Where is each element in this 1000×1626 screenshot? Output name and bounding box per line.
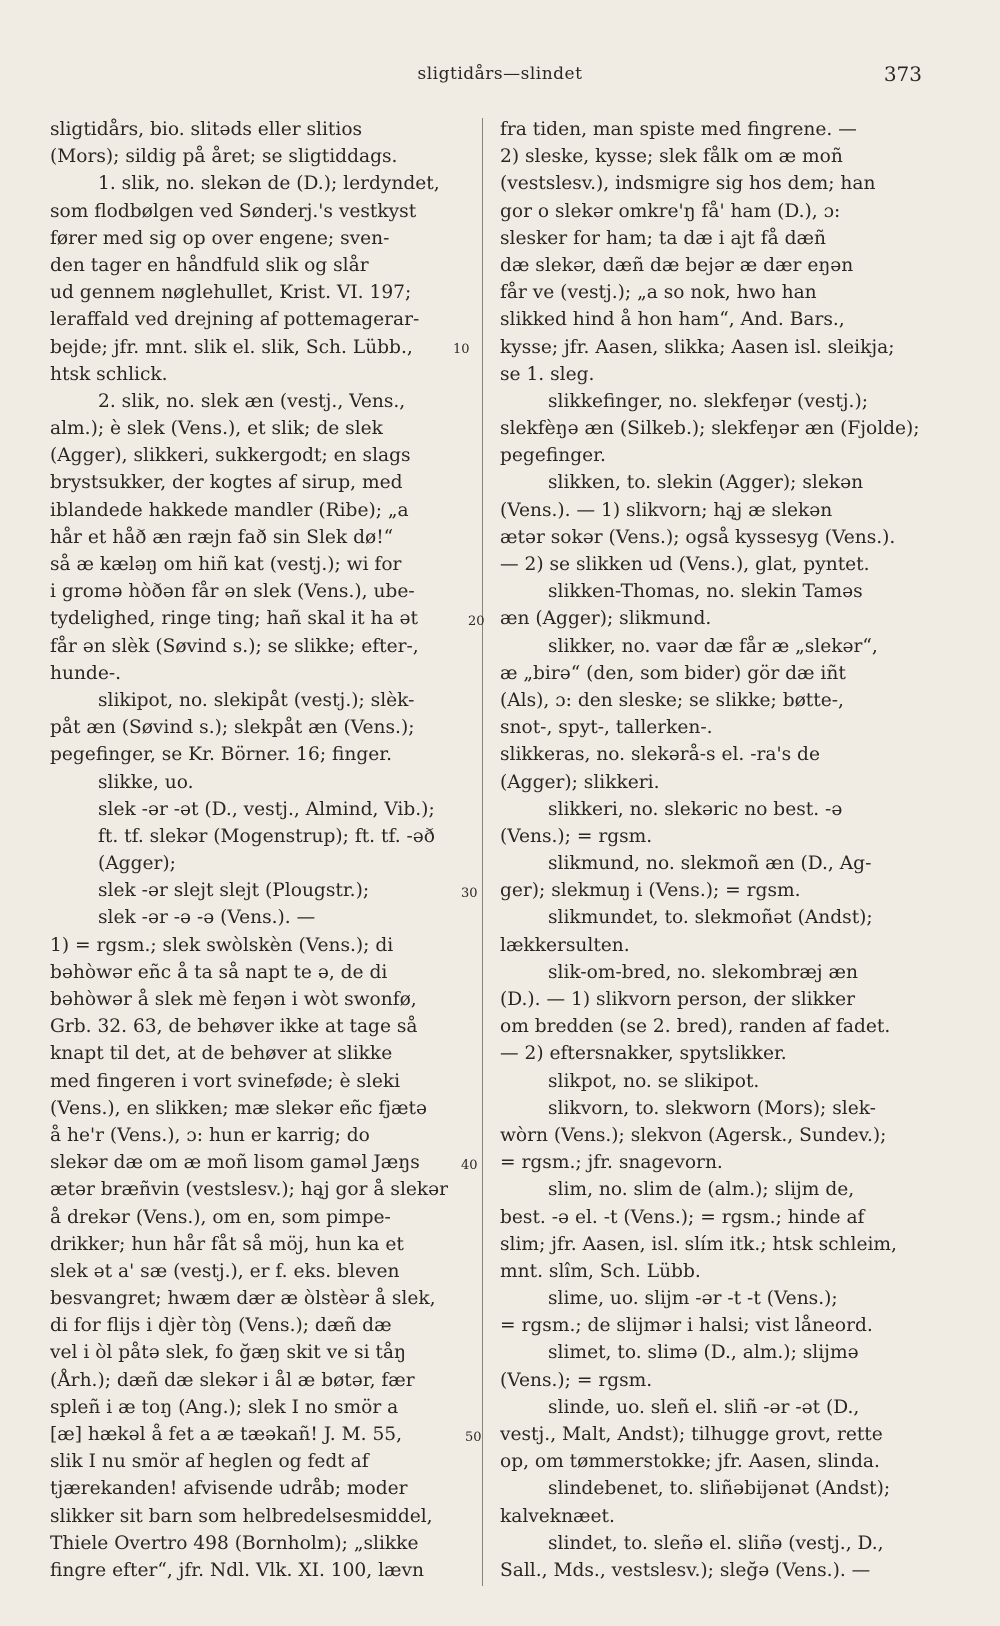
text-line: (Agger); [98, 853, 176, 875]
text-line: ætər bræñvin (vestslesv.); hąj gor å slekər [50, 1179, 449, 1201]
text-line: (Vens.); = rgsm. [500, 1369, 653, 1391]
text-line: slek -ər -ə -ə (Vens.). — [98, 907, 316, 929]
page-number: 373 [883, 62, 922, 86]
text-line: vel i òl påtə slek, fo ğæŋ skit ve si tåŋ [50, 1342, 406, 1364]
text-line: dæ slekər, dæñ dæ bejər æ dær eŋən [500, 254, 854, 276]
text-line: gor o slekər omkre'ŋ få' ham (D.), ɔ: [500, 200, 841, 222]
text-line: ud gennem nøglehullet, Krist. VI. 197; [50, 282, 412, 304]
text-line: hunde-. [50, 662, 122, 684]
text-line: slikke, uo. [98, 771, 194, 793]
text-line: brystsukker, der kogtes af sirup, med [50, 472, 403, 494]
text-line: (Mors); sildig på året; se sligtiddags. [50, 146, 398, 168]
text-line: æn (Agger); slikmund. [500, 608, 712, 630]
text-line: så æ kæləŋ om hiñ kat (vestj.); wi for [50, 554, 402, 575]
text-line: tydelighed, ringe ting; hañ skal it ha ət [50, 608, 418, 630]
text-line: slikkefinger, no. slekfeŋər (vestj.); [548, 390, 868, 412]
text-line: (D.). — 1) slikvorn person, der slikker [500, 989, 856, 1010]
text-line: op, om tømmerstokke; jfr. Aasen, slinda. [500, 1451, 880, 1473]
text-line: slime, uo. slijm -ər -t -t (Vens.); [548, 1288, 838, 1310]
text-line: fører med sig op over engene; sven- [50, 227, 390, 249]
text-line: pegefinger, se Kr. Börner. 16; finger. [50, 744, 393, 766]
text-line: slimet, to. slimə (D., alm.); slijmə [548, 1342, 859, 1364]
text-line: æ „birə“ (den, som bider) gör dæ iñt [500, 662, 846, 684]
text-line: (Als), ɔ: den sleske; se slikke; bøtte-, [500, 689, 844, 711]
text-line: slekər dæ om æ moñ lisom gaməl Jæŋs [50, 1152, 420, 1174]
text-line: slekfèŋə æn (Silkeb.); slekfeŋər æn (Fjolde); [500, 418, 920, 440]
left-column [50, 116, 470, 1584]
text-line: tjærekanden! afvisende udråb; moder [50, 1478, 408, 1500]
text-line: [æ] hækəl å fet a æ tæəkañ! J. M. 55, [50, 1424, 403, 1445]
text-line: den tager en håndfuld slik og slår [50, 254, 369, 276]
text-line: slikkeri, no. slekəric no best. -ə [548, 798, 843, 820]
text-line: om bredden (se 2. bred), randen af fadet. [500, 1016, 891, 1038]
text-line: med fingeren i vort svineføde; è sleki [50, 1070, 401, 1092]
text-line: se 1. sleg. [500, 363, 595, 385]
text-line: besvangret; hwæm dær æ òlstèər å slek, [50, 1288, 436, 1310]
text-line: wòrn (Vens.); slekvon (Agersk., Sundev.); [500, 1124, 887, 1146]
text-line: bejde; jfr. mnt. slik el. slik, Sch. Lübb., [50, 336, 413, 358]
line-number: 50 [465, 1430, 482, 1445]
text-line: hår et håð æn ræjn fað sin Slek dø!“ [50, 526, 394, 548]
text-line: vestj., Malt, Andst); tilhugge grovt, rette [500, 1424, 883, 1445]
line-number: 10 [453, 342, 470, 357]
text-line: som flodbølgen ved Sønderj.'s vestkyst [50, 200, 417, 222]
text-line: slikken, to. slekin (Agger); slekən [548, 472, 864, 494]
text-line: — 2) se slikken ud (Vens.), glat, pyntet. [500, 554, 870, 575]
text-line: slek ət a' sæ (vestj.), er f. eks. bleven [50, 1260, 400, 1282]
text-line: (Årh.); dæñ dæ slekər i ål æ bøtər, fær [50, 1369, 415, 1391]
text-line: (Agger); slikkeri. [500, 771, 660, 793]
text-line: slikmund, no. slekmoñ æn (D., Ag- [548, 853, 872, 875]
text-line: fingre efter“, jfr. Ndl. Vlk. XI. 100, lævn [50, 1559, 424, 1581]
running-head-title: sligtidårs—slindet [417, 64, 583, 84]
text-line: slek -ər slejt slejt (Plougstr.); [98, 880, 370, 902]
text-line: snot-, spyt-, tallerken-. [500, 717, 713, 739]
text-line: (Vens.), en slikken; mæ slekər eñc fjætə [50, 1097, 427, 1119]
text-line: kysse; jfr. Aasen, slikka; Aasen isl. sleikja; [500, 336, 895, 358]
text-line: påt æn (Søvind s.); slekpåt æn (Vens.); [50, 717, 415, 739]
text-line: slikker, no. vaər dæ får æ „slekər“, [548, 635, 878, 657]
text-line: Sall., Mds., vestslesv.); sleğə (Vens.). — [500, 1559, 871, 1581]
text-line: 1) = rgsm.; slek swòlskèn (Vens.); di [50, 934, 394, 956]
text-line: (Vens.). — 1) slikvorn; hąj æ slekən [500, 499, 833, 521]
text-line: (Vens.); = rgsm. [500, 825, 653, 847]
text-line: 2) sleske, kysse; slek fålk om æ moñ [500, 146, 843, 168]
text-line: ger); slekmuŋ i (Vens.); = rgsm. [500, 880, 801, 902]
text-line: slindet, to. sleñə el. sliñə (vestj., D., [548, 1532, 884, 1554]
text-line: 1. slik, no. slekən de (D.); lerdyndet, [98, 173, 440, 195]
text-line: leraffald ved drejning af pottemagerar- [50, 309, 420, 331]
right-column [500, 116, 925, 1584]
line-number: 20 [468, 614, 485, 629]
text-line: ætər sokər (Vens.); også kyssesyg (Vens.). [500, 526, 896, 548]
text-line: pegefinger. [500, 445, 606, 467]
text-line: bəhòwər å slek mè feŋən i wòt swonfø, [50, 989, 417, 1010]
text-line: slikkeras, no. slekərå-s el. -ra's de [500, 744, 820, 766]
text-line: di for flijs i djèr tòŋ (Vens.); dæñ dæ [50, 1315, 392, 1337]
line-number: 30 [461, 886, 478, 901]
text-line: slikpot, no. se slikipot. [548, 1070, 760, 1092]
text-line: fra tiden, man spiste med fingrene. — [500, 119, 857, 140]
text-line: å drekər (Vens.), om en, som pimpe- [50, 1206, 391, 1228]
text-line: slinde, uo. sleñ el. sliñ -ər -ət (D., [548, 1396, 860, 1418]
text-line: slikken-Thomas, no. slekin Taməs [548, 581, 863, 603]
text-line: å he'r (Vens.), ɔ: hun er karrig; do [50, 1124, 370, 1146]
text-line: slikker sit barn som helbredelsesmiddel, [50, 1505, 433, 1527]
text-line: = rgsm.; de slijmər i halsi; vist låneord. [500, 1315, 873, 1337]
text-line: Thiele Overtro 498 (Bornholm); „slikke [50, 1532, 419, 1554]
text-line: slikked hind å hon ham“, And. Bars., [500, 309, 845, 331]
text-line: får ən slèk (Søvind s.); se slikke; efter-, [50, 635, 419, 657]
text-line: 2. slik, no. slek æn (vestj., Vens., [98, 390, 406, 412]
text-line: spleñ i æ toŋ (Ang.); slek I no smör a [50, 1396, 399, 1418]
text-line: slikipot, no. slekipåt (vestj.); slèk- [98, 689, 415, 711]
text-line: slim, no. slim de (alm.); slijm de, [548, 1179, 855, 1201]
text-line: mnt. slîm, Sch. Lübb. [500, 1260, 701, 1282]
text-line: htsk schlick. [50, 363, 168, 385]
text-line: bəhòwər eñc å ta så napt te ə, de di [50, 961, 388, 983]
text-line: slesker for ham; ta dæ i ajt få dæñ [500, 227, 826, 249]
text-line: slek -ər -ət (D., vestj., Almind, Vib.); [98, 798, 435, 820]
text-line: slikmundet, to. slekmoñət (Andst); [548, 907, 873, 929]
text-line: (Agger), slikkeri, sukkergodt; en slags [50, 445, 411, 467]
text-line: sligtidårs, bio. slitəds eller slitios [50, 119, 363, 140]
text-line: best. -ə el. -t (Vens.); = rgsm.; hinde af [500, 1206, 865, 1228]
text-line: Grb. 32. 63, de behøver ikke at tage så [50, 1016, 418, 1038]
text-line: får ve (vestj.); „a so nok, hwo han [500, 282, 817, 304]
text-line: = rgsm.; jfr. snagevorn. [500, 1152, 723, 1174]
text-line: slikvorn, to. slekworn (Mors); slek- [548, 1097, 876, 1119]
text-line: slik I nu smör af heglen og fedt af [50, 1451, 369, 1473]
text-line: ft. tf. slekər (Mogenstrup); ft. tf. -əð [98, 825, 435, 847]
text-line: slim; jfr. Aasen, isl. slím itk.; htsk schleim, [500, 1233, 897, 1255]
running-head [0, 64, 1000, 88]
text-line: knapt til det, at de behøver at slikke [50, 1043, 393, 1065]
text-line: — 2) eftersnakker, spytslikker. [500, 1043, 787, 1065]
text-line: drikker; hun hår fåt så möj, hun ka et [50, 1233, 404, 1255]
text-line: slik-om-bred, no. slekombræj æn [548, 961, 858, 983]
line-number: 40 [461, 1158, 478, 1173]
text-line: iblandede hakkede mandler (Ribe); „a [50, 499, 409, 521]
column-divider [482, 118, 483, 1586]
text-line: i gromə hòðən får ən slek (Vens.), ube- [50, 581, 415, 603]
text-line: (vestslesv.), indsmigre sig hos dem; han [500, 173, 876, 195]
text-line: lækkersulten. [500, 934, 630, 956]
text-line: alm.); è slek (Vens.), et slik; de slek [50, 418, 383, 440]
text-line: slindebenet, to. sliñəbijənət (Andst); [548, 1478, 891, 1500]
text-line: kalveknæet. [500, 1505, 615, 1527]
